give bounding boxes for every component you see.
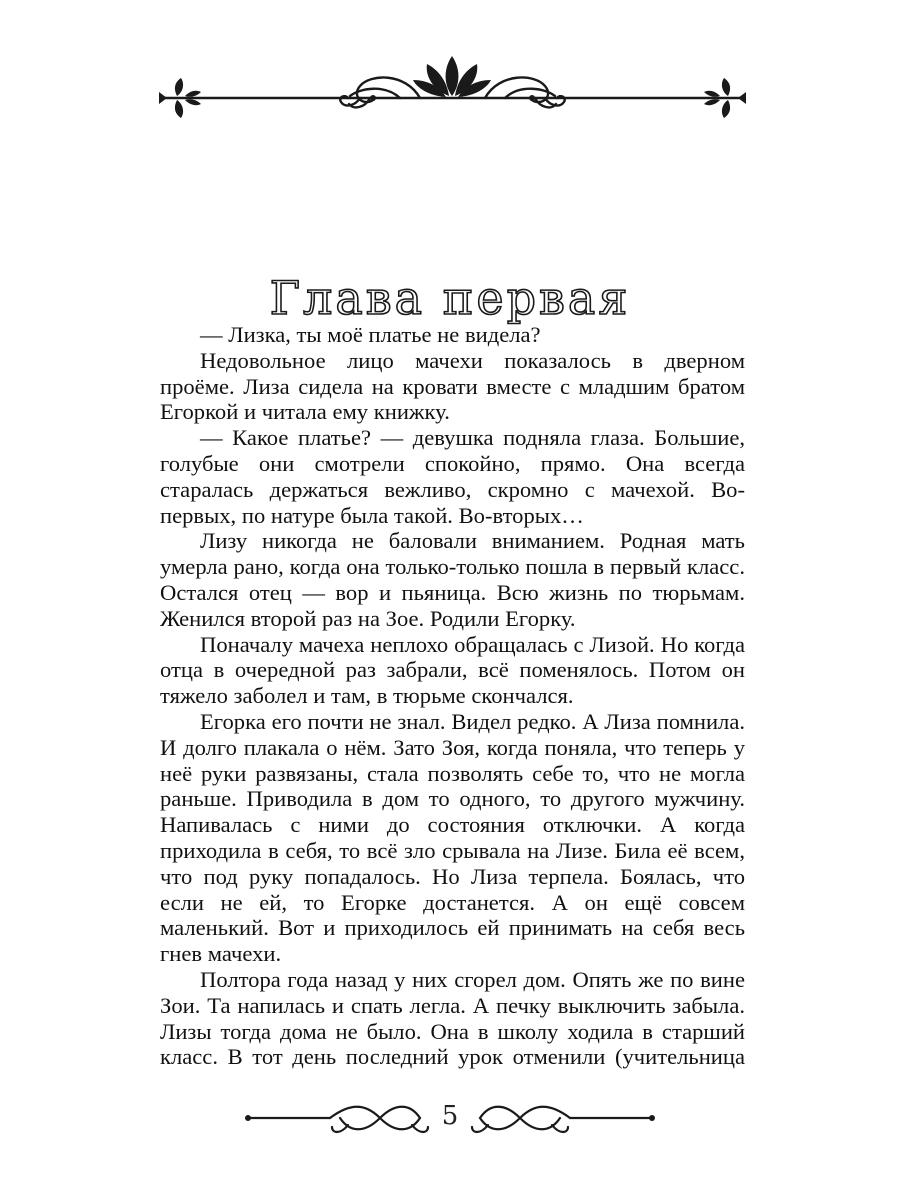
chapter-title: Глава первая bbox=[269, 270, 631, 325]
paragraph: — Лизка, ты моё платье не видела? bbox=[200, 322, 541, 347]
paragraph: Егорка его почти не знал. Видел редко. А Лиза помнила. И долго плакала о нём. Зато Зоя, когда поняла, что теперь у неё руки развязаны, стала позволять себе то, что не могла раньше. Приводила в дом то одного, то другого мужчину. Напивалась с ними до состояния отключки. А когда приходила в себя, то всё зло срывала на Лизе. Била её всем, что под руку попадалось. Но Лиза терпела. Боялась, что если не ей, то Егорке достанется. А он ещё совсем маленький. Вот и приходилось ей принимать на себя весь гнев мачехи. bbox=[160, 708, 745, 967]
header-ornament bbox=[155, 52, 750, 122]
paragraph: Недовольное лицо мачехи показалось в дверном проёме. Лиза сидела на кровати вместе с младшим братом Егоркой и читала ему книжку. bbox=[160, 347, 745, 425]
page-number: 5 bbox=[441, 1101, 459, 1131]
paragraph: Лизу никогда не баловали вниманием. Родная мать умерла рано, когда она только-только пошла в первый класс. Остался отец — вор и пьяница. Всю жизнь по тюрьмам. Женился второй раз на Зое. Родили Егорку. bbox=[160, 528, 745, 631]
chapter-body bbox=[160, 322, 745, 1070]
paragraph: Поначалу мачеха неплохо обращалась с Лизой. Но когда отца в очередной раз забрали, всё поменялось. Потом он тяжело заболел и там, в тюрьме скончался. bbox=[160, 631, 745, 709]
paragraph: — Какое платье? — девушка подняла глаза. Большие, голубые они смотрели спокойно, прямо. Она всегда старалась держаться вежливо, скромно с мачехой. Во-первых, по натуре была такой. Во-вторых… bbox=[160, 425, 745, 528]
paragraph: Полтора года назад у них сгорел дом. Опять же по вине Зои. Та напилась и спать легла. А печку выключить забыла. Лизы тогда дома не было. Она в школу ходила в старший класс. В тот день последний урок отменили (учительница bbox=[160, 966, 745, 1070]
